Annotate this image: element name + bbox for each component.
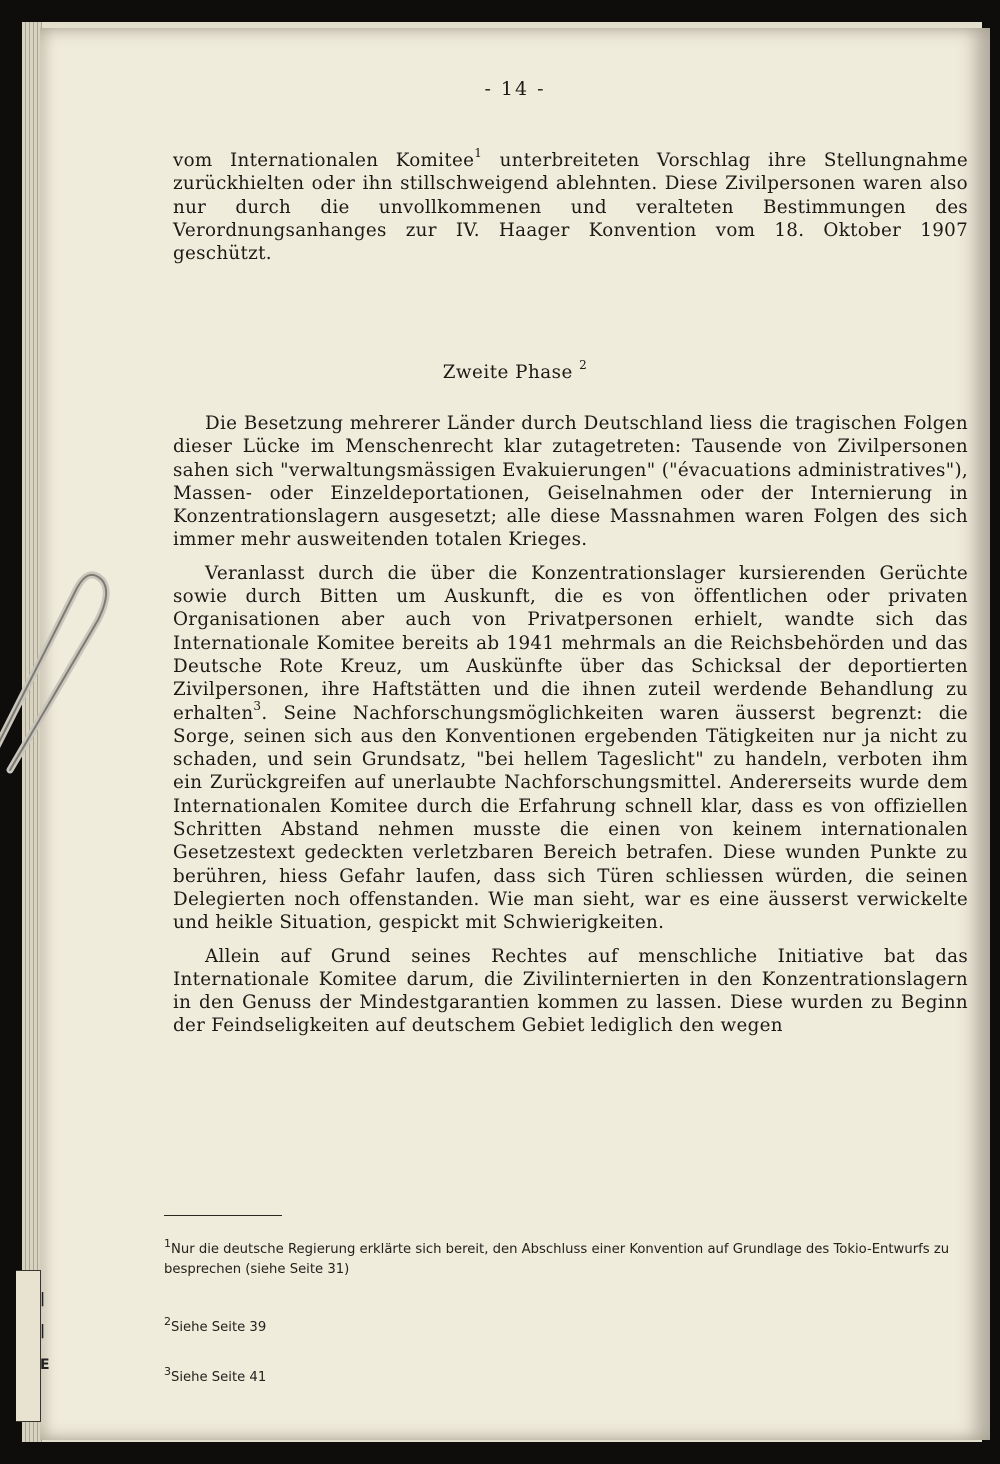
footnote-ref-3[interactable]: 3 <box>253 698 262 713</box>
top-paragraph <box>173 146 968 265</box>
footnote-1-text: Nur die deutsche Regierung erklärte sich bereit, den Abschluss einer Konvention auf Grundlage des Tokio-Entwurfs zu besprechen (siehe Seite 31) <box>164 1242 950 1277</box>
footnote-1 <box>164 1237 964 1280</box>
footnote-ref-1[interactable]: 1 <box>474 146 483 160</box>
section-heading <box>40 358 990 383</box>
body-text <box>173 412 968 1048</box>
paper-clip-icon <box>0 560 120 780</box>
paragraph-2-text-b: . Seine Nachforschungsmöglichkeiten waren äusserst begrenzt: die Sorge, seinen sich aus den Konventionen ergebenden Tätigkeiten nur ja nicht zu schaden, und sein Grundsatz, "bei hellem Tageslicht" zu handeln, verboten ihm ein Zurückgreifen auf unerlaubte Nachforschungsmittel. Andererseits wurde dem Internationalen Komitee durch die Erfahrung schnell klar, dass es von offiziellen Schritten Abstand nehmen musste die einen von keinem internationalen Gesetzestext gedeckten verletzbaren Bereich betrafen. Diese wunden Punkte zu berühren, hiess Gefahr laufen, dass sich Türen schliessen würden, die seinen Delegierten noch offenstanden. Wie man sieht, war es eine äusserst verwickelte und heikle Situation, gespickt mit Schwierigkeiten. <box>173 702 968 934</box>
footnote-separator <box>164 1215 282 1216</box>
footnote-2-text: Siehe Seite 39 <box>171 1320 267 1335</box>
page-number: - 14 - <box>484 78 546 100</box>
footnote-3-mark: 3 <box>164 1365 171 1378</box>
top-paragraph-text-b: unterbreiteten Vorschlag ihre Stellungnahme zurückhielten oder ihn stillschweigend ablehnten. Diese Zivilpersonen waren also nur durch die unvollkommenen und veralteten Bestimmungen des Verordnungsanhanges zur IV. Haager Konvention vom 18. Oktober 1907 geschützt. <box>173 150 968 265</box>
footnote-3-text: Siehe Seite 41 <box>171 1370 267 1385</box>
tab-mark-2: | <box>40 1323 46 1339</box>
paragraph-1: Die Besetzung mehrerer Länder durch Deutschland liess die tragischen Folgen dieser Lücke im Menschenrecht klar zutagetreten: Tausende von Zivilpersonen sahen sich "verwaltungsmässigen Evakuierungen" ("évacuations administratives"), Massen- oder Einzeldeportationen, Geiselnahmen oder der Internierung in Konzentrationslagern ausgesetzt; alle diese Massnahmen waren Folgen des sich immer mehr ausweitenden totalen Krieges. <box>173 413 968 551</box>
footnote-2 <box>164 1315 964 1338</box>
document-page <box>40 28 990 1440</box>
footnote-3 <box>164 1365 964 1388</box>
section-title: Zweite Phase <box>442 362 573 383</box>
tab-mark-3: E <box>40 1357 50 1373</box>
binder-tab <box>16 1270 50 1422</box>
paragraph-2-text-a: Veranlasst durch die über die Konzentrationslager kursierenden Gerüchte sowie durch Bitten um Auskunft, die es von öffentlichen oder privaten Organisationen aber auch von Privatpersonen erhielt, wandte sich das Internationale Komitee bereits ab 1941 mehrmals an die Reichsbehörden und das Deutsche Rote Kreuz, um Auskünfte über das Schicksal der deportierten Zivilpersonen, ihre Haftstätten und die ihnen zuteil werdende Behandlung zu erhalten <box>173 562 968 724</box>
footnote-1-mark: 1 <box>164 1237 171 1250</box>
paragraph-2 <box>173 562 968 935</box>
footnote-2-mark: 2 <box>164 1315 171 1328</box>
tab-mark-1: | <box>40 1291 46 1307</box>
footnote-ref-2[interactable]: 2 <box>579 358 588 372</box>
top-paragraph-text-a: vom Internationalen Komitee <box>173 150 475 171</box>
paragraph-3: Allein auf Grund seines Rechtes auf menschliche Initiative bat das Internationale Komitee darum, die Zivilinternierten in den Konzentrationslagern in den Genuss der Mindestgarantien kommen zu lassen. Diese wurden zu Beginn der Feindseligkeiten auf deutschem Gebiet lediglich den wegen <box>173 945 968 1037</box>
